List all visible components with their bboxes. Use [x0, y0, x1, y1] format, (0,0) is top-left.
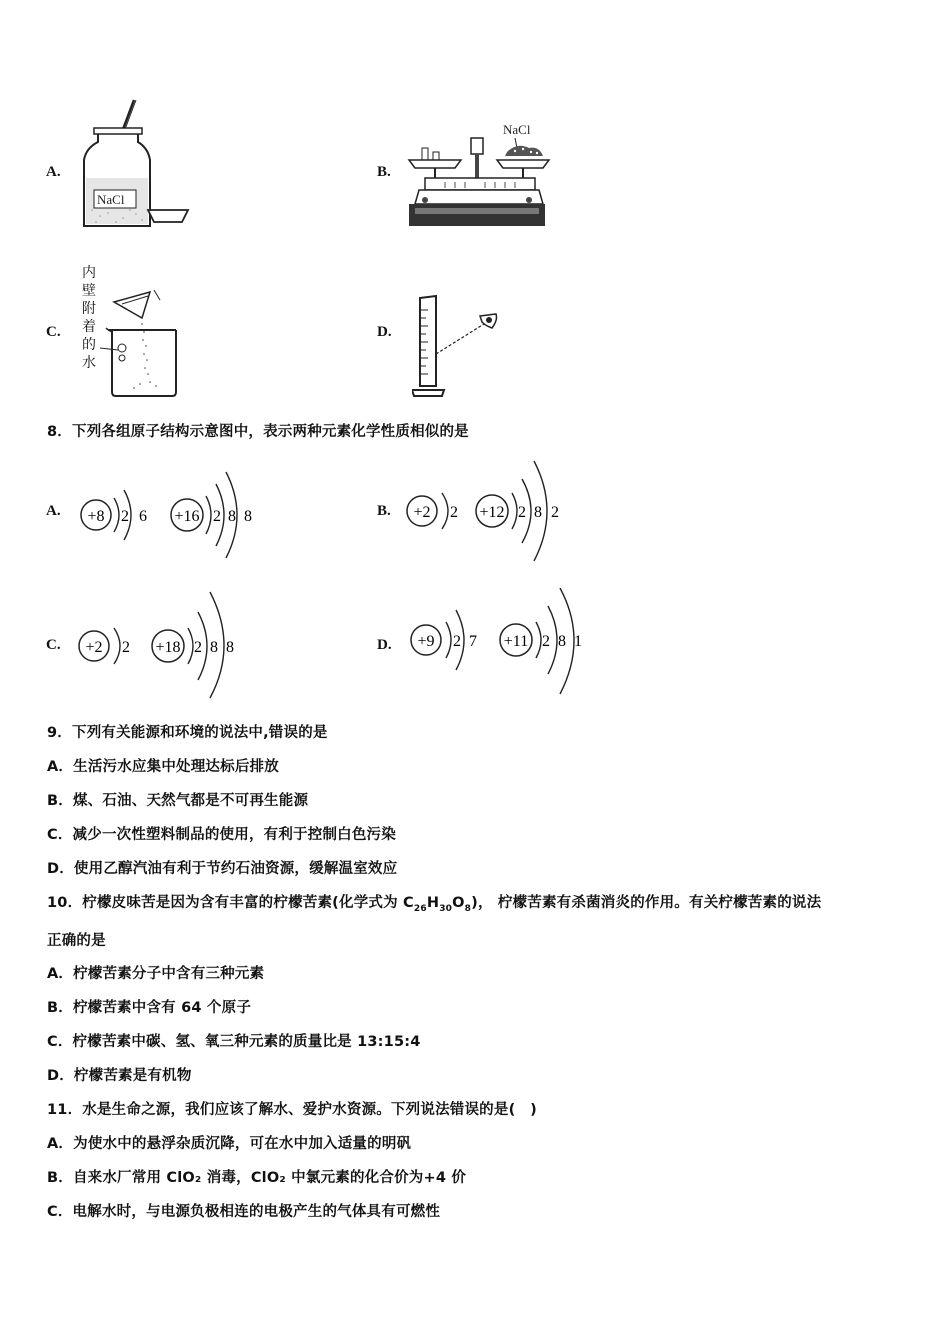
q8-stem: 8．下列各组原子结构示意图中，表示两种元素化学性质相似的是 [47, 424, 469, 440]
graduated-cylinder-illustration [412, 290, 507, 402]
q7-option-b-label: B. [377, 164, 391, 180]
svg-text:2: 2 [551, 504, 559, 521]
svg-text:2: 2 [450, 504, 458, 521]
atom-diagram-helium [407, 493, 458, 529]
svg-text:6: 6 [139, 508, 147, 525]
svg-text:2: 2 [213, 508, 221, 525]
q9-option-c: C．减少一次性塑料制品的使用，有利于控制白色污染 [47, 827, 396, 843]
q10-stem: 10．柠檬皮味苦是因为含有丰富的柠檬苦素(化学式为 $C_{26}H_{30}O_8$)， 柠檬苦素有杀菌消炎的作用。有关柠檬苦素的说法 [47, 895, 822, 914]
atom-diagram-helium-c [79, 628, 130, 664]
svg-text:8: 8 [226, 639, 234, 656]
q9-option-a: A．生活污水应集中处理达标后排放 [47, 759, 279, 775]
balance-illustration [405, 116, 553, 232]
atom-diagram-magnesium [476, 461, 559, 561]
svg-text:8: 8 [534, 504, 542, 521]
atom-diagram-sulfur [171, 472, 252, 558]
atom-diagram-pair-b [400, 455, 570, 565]
atom-diagram-pair-a [74, 460, 264, 570]
q11-option-b: B．自来水厂常用 ClO₂ 消毒，ClO₂ 中氯元素的化合价为+4 价 [47, 1170, 467, 1186]
svg-text:+16: +16 [174, 508, 200, 525]
q10-option-a: A．柠檬苦素分子中含有三种元素 [47, 966, 265, 982]
balance-label-text: NaCl [503, 122, 531, 137]
svg-text:2: 2 [122, 639, 130, 656]
q9-stem: 9．下列有关能源和环境的说法中,错误的是 [47, 725, 328, 741]
q11-option-c: C．电解水时，与电源负极相连的电极产生的气体具有可燃性 [47, 1204, 441, 1220]
svg-text:+12: +12 [479, 504, 505, 521]
atom-diagram-pair-c [74, 588, 254, 700]
svg-text:8: 8 [558, 633, 566, 650]
q8-option-b-label: B. [377, 503, 391, 519]
svg-text:8: 8 [228, 508, 236, 525]
pouring-beaker-illustration [100, 288, 186, 400]
atom-diagram-oxygen [81, 490, 147, 540]
svg-text:2: 2 [518, 504, 526, 521]
q8-option-c-label: C. [46, 637, 61, 653]
q10-stem-line2: 正确的是 [47, 933, 106, 949]
svg-text:8: 8 [244, 508, 252, 525]
reagent-jar-illustration [78, 98, 193, 230]
svg-text:+18: +18 [155, 639, 181, 656]
svg-text:+2: +2 [413, 504, 431, 521]
svg-text:8: 8 [210, 639, 218, 656]
atom-diagram-sodium [500, 588, 582, 694]
q8-option-d-label: D. [377, 637, 392, 653]
q7-option-d-label: D. [377, 324, 392, 340]
jar-label-text: NaCl [97, 192, 125, 207]
q10-option-c: C．柠檬苦素中碳、氢、氧三种元素的质量比是 13:15:4 [47, 1034, 421, 1050]
svg-text:7: 7 [469, 633, 477, 650]
svg-text:+11: +11 [503, 633, 529, 650]
q11-option-a: A．为使水中的悬浮杂质沉降，可在水中加入适量的明矾 [47, 1136, 412, 1152]
q8-option-a-label: A. [46, 503, 61, 519]
q11-stem: 11．水是生命之源，我们应该了解水、爱护水资源。下列说法错误的是( ) [47, 1102, 537, 1118]
atom-diagram-argon [152, 592, 234, 698]
q7-option-a-label: A. [46, 164, 61, 180]
svg-text:+9: +9 [417, 633, 435, 650]
q7-option-c-label: C. [46, 324, 61, 340]
atom-diagram-pair-d [404, 588, 590, 700]
atom-diagram-fluorine [411, 610, 477, 670]
svg-text:2: 2 [194, 639, 202, 656]
q9-option-d: D．使用乙醇汽油有利于节约石油资源，缓解温室效应 [47, 861, 398, 877]
q9-option-b: B．煤、石油、天然气都是不可再生能源 [47, 793, 309, 809]
q10-option-b: B．柠檬苦素中含有 64 个原子 [47, 1000, 252, 1016]
svg-text:+8: +8 [87, 508, 105, 525]
svg-text:1: 1 [574, 633, 582, 650]
svg-text:2: 2 [121, 508, 129, 525]
svg-text:2: 2 [542, 633, 550, 650]
q10-option-d: D．柠檬苦素是有机物 [47, 1068, 192, 1084]
svg-text:2: 2 [453, 633, 461, 650]
svg-text:+2: +2 [85, 639, 103, 656]
inner-wall-water-note: 内 壁 附 着 的 水 [82, 265, 96, 371]
